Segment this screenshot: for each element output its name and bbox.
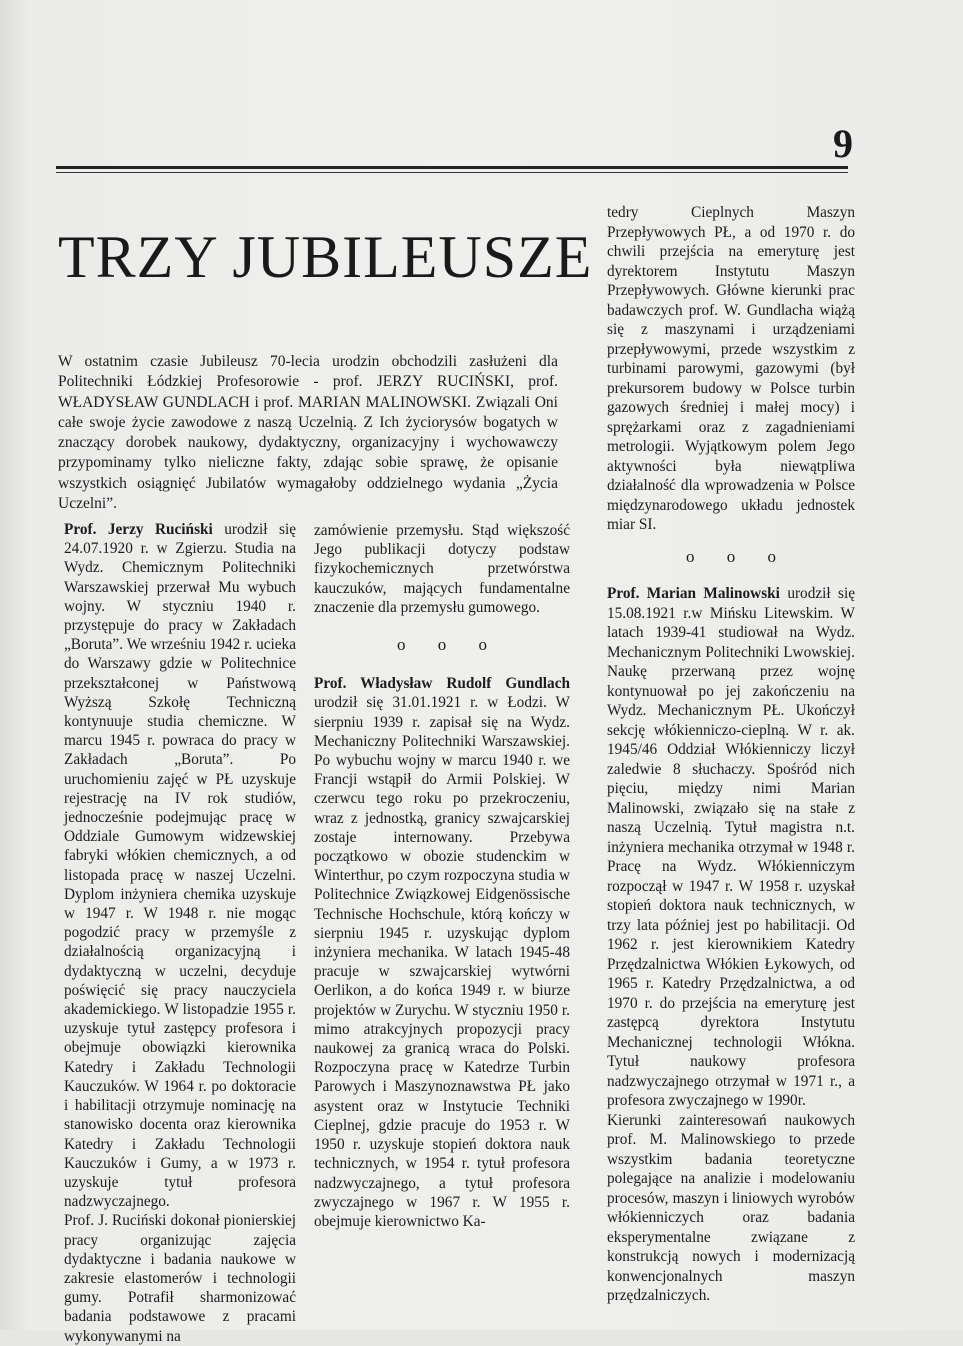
column-2 xyxy=(314,521,570,1231)
malinowski-bio: urodził się 15.08.1921 r.w Mińsku Litewskim. W latach 1939-41 studiował na Wydz. Mechanicznym Politechniki Lwowskiej. Naukę przerwaną przez wojnę kontynuował po jej zakończeniu na Wydz. Mechanicznym PŁ. Ukończył sekcję włókienniczo-cieplną. W r. ak. 1945/46 Oddział Włókienniczy liczył zaledwie 8 słuchaczy. Spośród nich pięciu, między nimi Marian Malinowski, związało się na stałe z naszą Uczelnią. Tytuł magistra n.t. inżyniera mechanika otrzymał w 1948 r. Pracę na Wydz. Włókienniczym rozpoczął w 1947 r. W 1958 r. uzyskał stopień doktora nauk technicznych, w trzy lata później jest po habilitacji. Od 1962 r. jest kierownikiem Katedry Przędzalnictwa Włókien Łykowych, od 1965 r. Katedry Przędzalnictwa, a od 1970 r. do przejścia na emeryturę jest zastępcą dyrektora Instytutu Mechanicznej technologii Włókna. Tytuł naukowy profesora nadzwyczajnego otrzymał w 1971 r., a profesora zwyczajnego w 1990r. xyxy=(607,585,855,1109)
gundlach-bio: urodził się 31.01.1921 r. w Łodzi. W sierpniu 1939 r. zapisał się na Wydz. Mechaniczny Politechniki Warszawskiej. Po wybuchu wojny w marcu 1940 r. we Francji wstąpił do Armii Polskiej. W czerwcu tego roku po przekroczeniu, wraz z jednostką, granicy szwajcarskiej zostaje internowany. Przebywa początkowo w obozie studenckim w Winterthur, po czym rozpoczyna studia w Politechnice Związkowej Eidgenössische Technische Hochschule, którą kończy w sierpniu 1945 r. uzyskując dyplom inżyniera mechanika. W latach 1945-48 pracuje w szwajcarskiej wytwórni Oerlikon, a do końca 1949 r. w biurze projektów w Zurychu. W styczniu 1950 r. mimo atrakcyjnych propozycji pracy naukowej za granicą wraca do Polski. Rozpoczyna pracę w Katedrze Turbin Parowych i Maszynoznawstwa PŁ jako asystent oraz w Instytucie Techniki Cieplnej, gdzie pracuje do 1953 r. W 1950 r. uzyskuje stopień doktora nauk technicznych, w 1954 r. tytuł profesora nadzwyczajnego, a tytuł profesora zwyczajnego w 1967 r. W 1955 r. obejmuje kierownictwo Ka- xyxy=(314,694,570,1230)
article-title: TRZY JUBILEUSZE xyxy=(58,224,593,290)
column-1 xyxy=(64,520,296,1346)
rucinski-paragraph xyxy=(64,520,296,1211)
section-separator: o o o xyxy=(686,546,790,566)
malinowski-paragraph xyxy=(607,584,855,1111)
page-number: 9 xyxy=(833,121,853,166)
rucinski-continuation: zamówienie przemysłu. Stąd większość Jego publikacji dotyczy podstaw fizykochemicznych przetwórstwa kauczuków, mających fundamentalne znaczenie dla przemysłu gumowego. xyxy=(314,522,570,616)
rucinski-bio: urodził się 24.07.1920 r. w Zgierzu. Studia na Wydz. Chemicznym Politechniki Warszawskiej przerwał Mu wybuch wojny. W styczniu 1940 r. przystępuje do pracy w Zakładach „Boruta”. We wrześniu 1942 r. ucieka do Warszawy gdzie w Politechnice przekształconej w Państwową Wyższą Szkołę Techniczną kontynuuje studia chemiczne. W marcu 1945 r. powraca do pracy w Zakładach „Boruta”. Po uruchomieniu zajęć w PŁ uzyskuje rejestrację na IV rok studiów, jednocześnie podejmując pracę w Oddziale Gumowym widzewskiej fabryki włókien chemicznych, a od listopada pracę w naszej Uczelni. Dyplom inżyniera chemika uzyskuje w 1947 r. W 1948 r. nie mogąc pogodzić pracy w przemyśle z działalnością organizacyjną i dydaktyczną w uczelni, decyduje poświęcić się pracy nauczyciela akademickiego. W listopadzie 1955 r. uzyskuje tytuł zastępcy profesora i obejmuje obowiązki kierownika Katedry i Zakładu Technologii Kauczuków. W 1964 r. po doktoracie i habilitacji otrzymuje nominację na stanowisko docenta oraz kierownika Katedry i Zakładu Technologii Kauczuków i Gumy, a w 1973 r. uzyskuje tytuł profesora nadzwyczajnego. xyxy=(64,521,296,1211)
gundlach-continuation: tedry Cieplnych Maszyn Przepływowych PŁ, a od 1970 r. do chwili przejścia na emeryturę jest dyrektorem Instytutu Maszyn Przepływowych. Główne kierunki prac badawczych prof. W. Gundlacha wiążą się z maszynami i urządzeniami przepływowymi, przede wszystkim z turbinami parowymi, gazowymi (był prekursorem budowy w Polsce turbin gazowych średniej i małej mocy) i sprężarkami oraz z zagadnieniami metrologii. Wyjątkowym polem Jego aktywności była niewątpliwa działalność dla wprowadzenia w Polsce międzynarodowego układu jednostek miar SI. xyxy=(607,204,855,533)
gundlach-paragraph xyxy=(314,674,570,1231)
malinowski-name: Prof. Marian Malinowski xyxy=(607,585,780,602)
article-intro: W ostatnim czasie Jubileusz 70-lecia urodzin obchodzili zasłużeni dla Politechniki Łódzkiej Profesorowie - prof. JERZY RUCIŃSKI, prof. WŁADYSŁAW GUNDLACH i prof. MARIAN MALINOWSKI. Związali Oni całe swoje życie zawodowe z naszą Uczelnią. Z Ich życiorysów bogatych w znaczący dorobek naukowy, dydaktyczny, organizacyjny i wychowawczy przypominamy tylko nieliczne fakty, zdając sobie sprawę, że opisanie wszystkich osiągnięć Jubilatów wymagałoby oddzielnego wydania „Życia Uczelni”. xyxy=(58,353,558,513)
malinowski-interests: Kierunki zainteresowań naukowych prof. M. Malinowskiego to przede wszystkim badania teoretyczne polegające na analizie i modelowaniu procesów, maszyn i liniowych wyrobów włókienniczych oraz badania eksperymentalne związane z konstrukcją nowych i modernizacją konwencjonalnych maszyn przędzalniczych. xyxy=(607,1111,855,1304)
gundlach-name: Prof. Władysław Rudolf Gundlach xyxy=(314,675,570,693)
column-3 xyxy=(607,203,855,1306)
section-separator: o o o xyxy=(397,635,501,655)
rucinski-achievements: Prof. J. Ruciński dokonał pionierskiej pracy organizując zajęcia dydaktyczne i badania naukowe w zakresie elastomerów i technologii gumy. Potrafił sharmonizować badania podstawowe z pracami wykonywanymi na xyxy=(64,1212,296,1345)
header-rule-thick xyxy=(56,166,848,169)
header-rule-thin xyxy=(56,172,848,173)
rucinski-name: Prof. Jerzy Ruciński xyxy=(64,521,213,538)
